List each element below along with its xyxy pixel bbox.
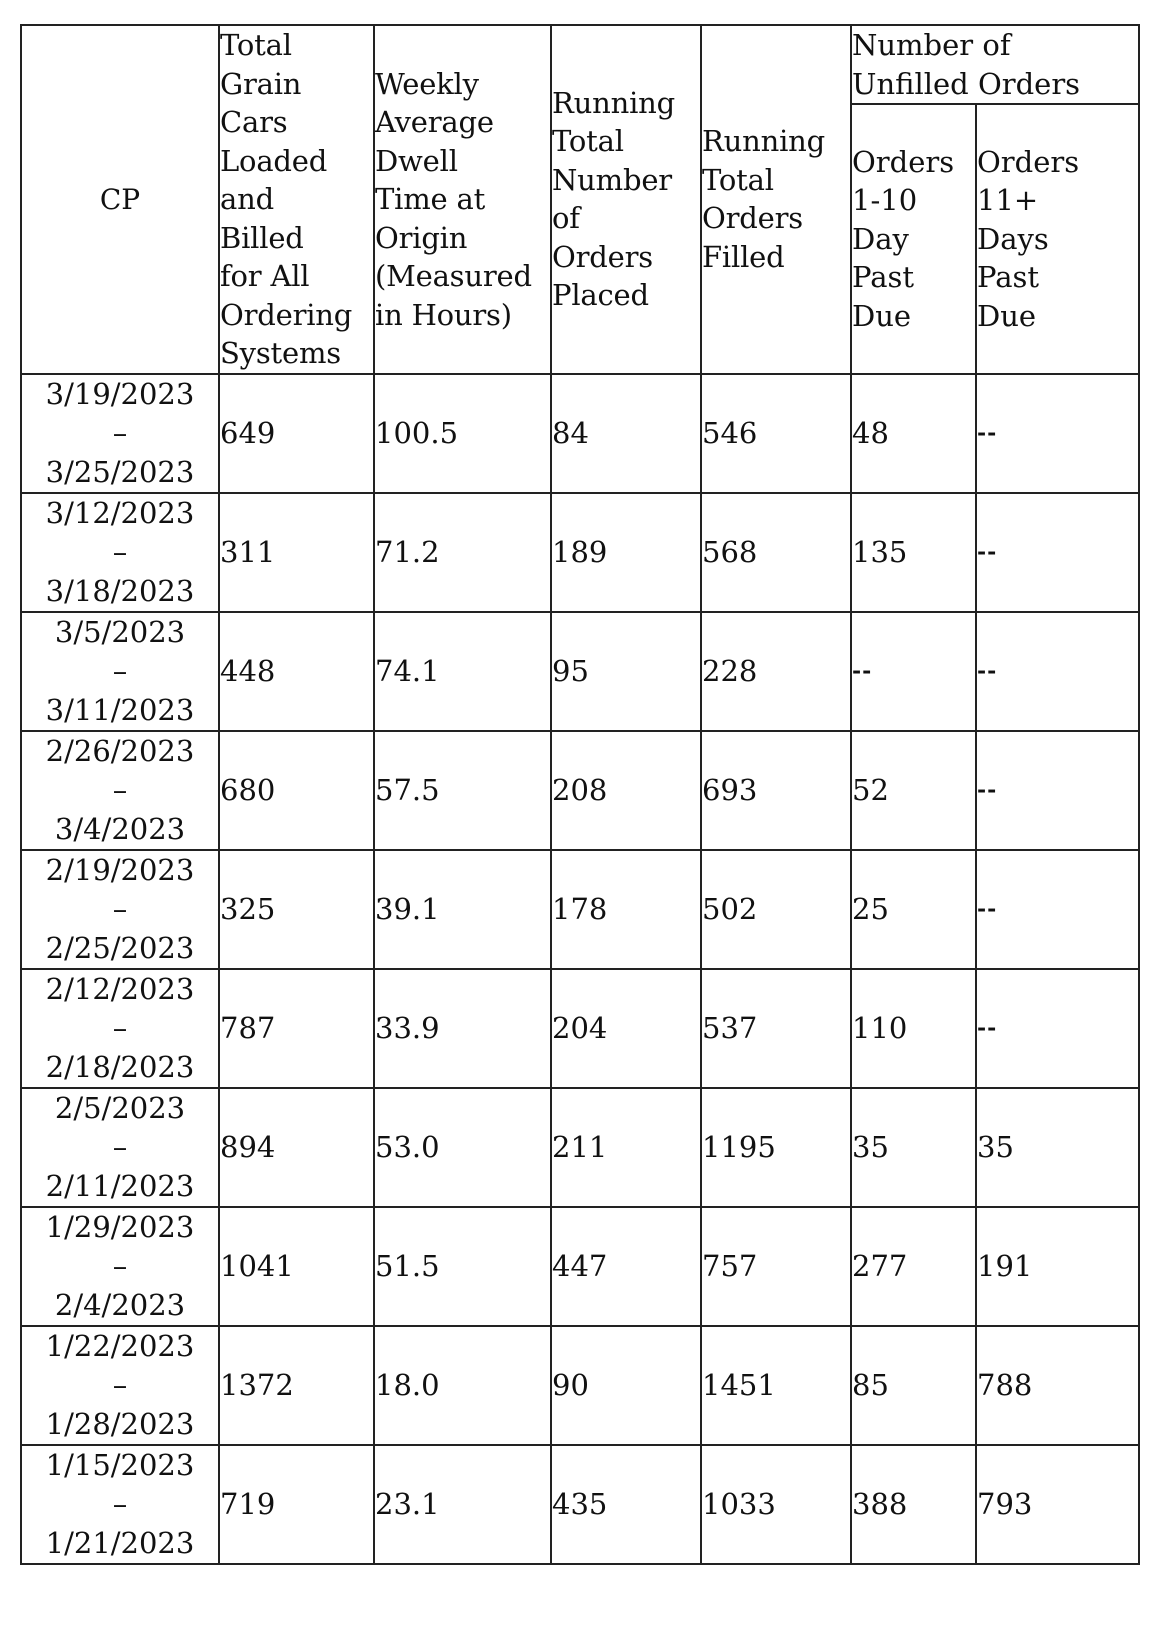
unfilled-11-plus-cell: --: [976, 731, 1139, 850]
unfilled-1-10-cell: 135: [851, 493, 976, 612]
period-cell: 3/5/2023 – 3/11/2023: [21, 612, 219, 731]
cars-cell: 680: [219, 731, 374, 850]
placed-cell: 84: [551, 374, 701, 493]
table-body: [21, 374, 1139, 1564]
placed-cell: 189: [551, 493, 701, 612]
dwell-cell: 74.1: [374, 612, 551, 731]
period-cell: 2/26/2023 – 3/4/2023: [21, 731, 219, 850]
dwell-cell: 71.2: [374, 493, 551, 612]
table-row: [21, 1088, 1139, 1207]
unfilled-11-plus-cell: 788: [976, 1326, 1139, 1445]
table-row: [21, 969, 1139, 1088]
dwell-cell: 100.5: [374, 374, 551, 493]
unfilled-1-10-cell: 25: [851, 850, 976, 969]
unfilled-1-10-cell: --: [851, 612, 976, 731]
period-cell: 2/12/2023 – 2/18/2023: [21, 969, 219, 1088]
table-row: [21, 850, 1139, 969]
unfilled-11-plus-cell: --: [976, 969, 1139, 1088]
placed-cell: 90: [551, 1326, 701, 1445]
period-cell: 2/5/2023 – 2/11/2023: [21, 1088, 219, 1207]
filled-cell: 568: [701, 493, 851, 612]
table-row: [21, 493, 1139, 612]
table-row: [21, 612, 1139, 731]
filled-cell: 693: [701, 731, 851, 850]
unfilled-1-10-cell: 48: [851, 374, 976, 493]
cars-cell: 1041: [219, 1207, 374, 1326]
cars-cell: 787: [219, 969, 374, 1088]
table-row: [21, 1207, 1139, 1326]
unfilled-1-10-cell: 110: [851, 969, 976, 1088]
filled-cell: 537: [701, 969, 851, 1088]
unfilled-11-plus-cell: --: [976, 850, 1139, 969]
cars-cell: 894: [219, 1088, 374, 1207]
period-cell: 3/19/2023 – 3/25/2023: [21, 374, 219, 493]
dwell-cell: 18.0: [374, 1326, 551, 1445]
filled-cell: 502: [701, 850, 851, 969]
unfilled-1-10-cell: 85: [851, 1326, 976, 1445]
placed-cell: 208: [551, 731, 701, 850]
unfilled-11-plus-cell: 35: [976, 1088, 1139, 1207]
header-row-1: [21, 25, 1139, 104]
header-total-grain-cars: Total Grain Cars Loaded and Billed for All Ordering Systems: [219, 25, 374, 374]
header-unfilled-11-plus: Orders 11+ Days Past Due: [976, 104, 1139, 374]
period-cell: 2/19/2023 – 2/25/2023: [21, 850, 219, 969]
period-cell: 3/12/2023 – 3/18/2023: [21, 493, 219, 612]
filled-cell: 757: [701, 1207, 851, 1326]
header-unfilled-orders: Number of Unfilled Orders: [851, 25, 1139, 104]
placed-cell: 435: [551, 1445, 701, 1564]
unfilled-11-plus-cell: --: [976, 612, 1139, 731]
header-cp: CP: [21, 25, 219, 374]
dwell-cell: 33.9: [374, 969, 551, 1088]
table-row: [21, 1326, 1139, 1445]
placed-cell: 447: [551, 1207, 701, 1326]
period-cell: 1/15/2023 – 1/21/2023: [21, 1445, 219, 1564]
cars-cell: 325: [219, 850, 374, 969]
filled-cell: 1451: [701, 1326, 851, 1445]
dwell-cell: 39.1: [374, 850, 551, 969]
filled-cell: 1033: [701, 1445, 851, 1564]
unfilled-11-plus-cell: 793: [976, 1445, 1139, 1564]
filled-cell: 228: [701, 612, 851, 731]
period-cell: 1/22/2023 – 1/28/2023: [21, 1326, 219, 1445]
cars-cell: 1372: [219, 1326, 374, 1445]
header-dwell-time: Weekly Average Dwell Time at Origin (Measured in Hours): [374, 25, 551, 374]
unfilled-1-10-cell: 35: [851, 1088, 976, 1207]
unfilled-1-10-cell: 388: [851, 1445, 976, 1564]
cars-cell: 448: [219, 612, 374, 731]
cars-cell: 719: [219, 1445, 374, 1564]
table-row: [21, 374, 1139, 493]
cars-cell: 649: [219, 374, 374, 493]
grain-car-table: [20, 24, 1140, 1565]
table-row: [21, 1445, 1139, 1564]
dwell-cell: 57.5: [374, 731, 551, 850]
dwell-cell: 53.0: [374, 1088, 551, 1207]
unfilled-1-10-cell: 277: [851, 1207, 976, 1326]
filled-cell: 1195: [701, 1088, 851, 1207]
unfilled-1-10-cell: 52: [851, 731, 976, 850]
cars-cell: 311: [219, 493, 374, 612]
table-header: [21, 25, 1139, 374]
header-unfilled-1-10: Orders 1-10 Day Past Due: [851, 104, 976, 374]
dwell-cell: 23.1: [374, 1445, 551, 1564]
placed-cell: 95: [551, 612, 701, 731]
unfilled-11-plus-cell: 191: [976, 1207, 1139, 1326]
dwell-cell: 51.5: [374, 1207, 551, 1326]
period-cell: 1/29/2023 – 2/4/2023: [21, 1207, 219, 1326]
placed-cell: 178: [551, 850, 701, 969]
placed-cell: 204: [551, 969, 701, 1088]
unfilled-11-plus-cell: --: [976, 493, 1139, 612]
header-orders-filled: Running Total Orders Filled: [701, 25, 851, 374]
placed-cell: 211: [551, 1088, 701, 1207]
table-row: [21, 731, 1139, 850]
unfilled-11-plus-cell: --: [976, 374, 1139, 493]
header-orders-placed: Running Total Number of Orders Placed: [551, 25, 701, 374]
filled-cell: 546: [701, 374, 851, 493]
